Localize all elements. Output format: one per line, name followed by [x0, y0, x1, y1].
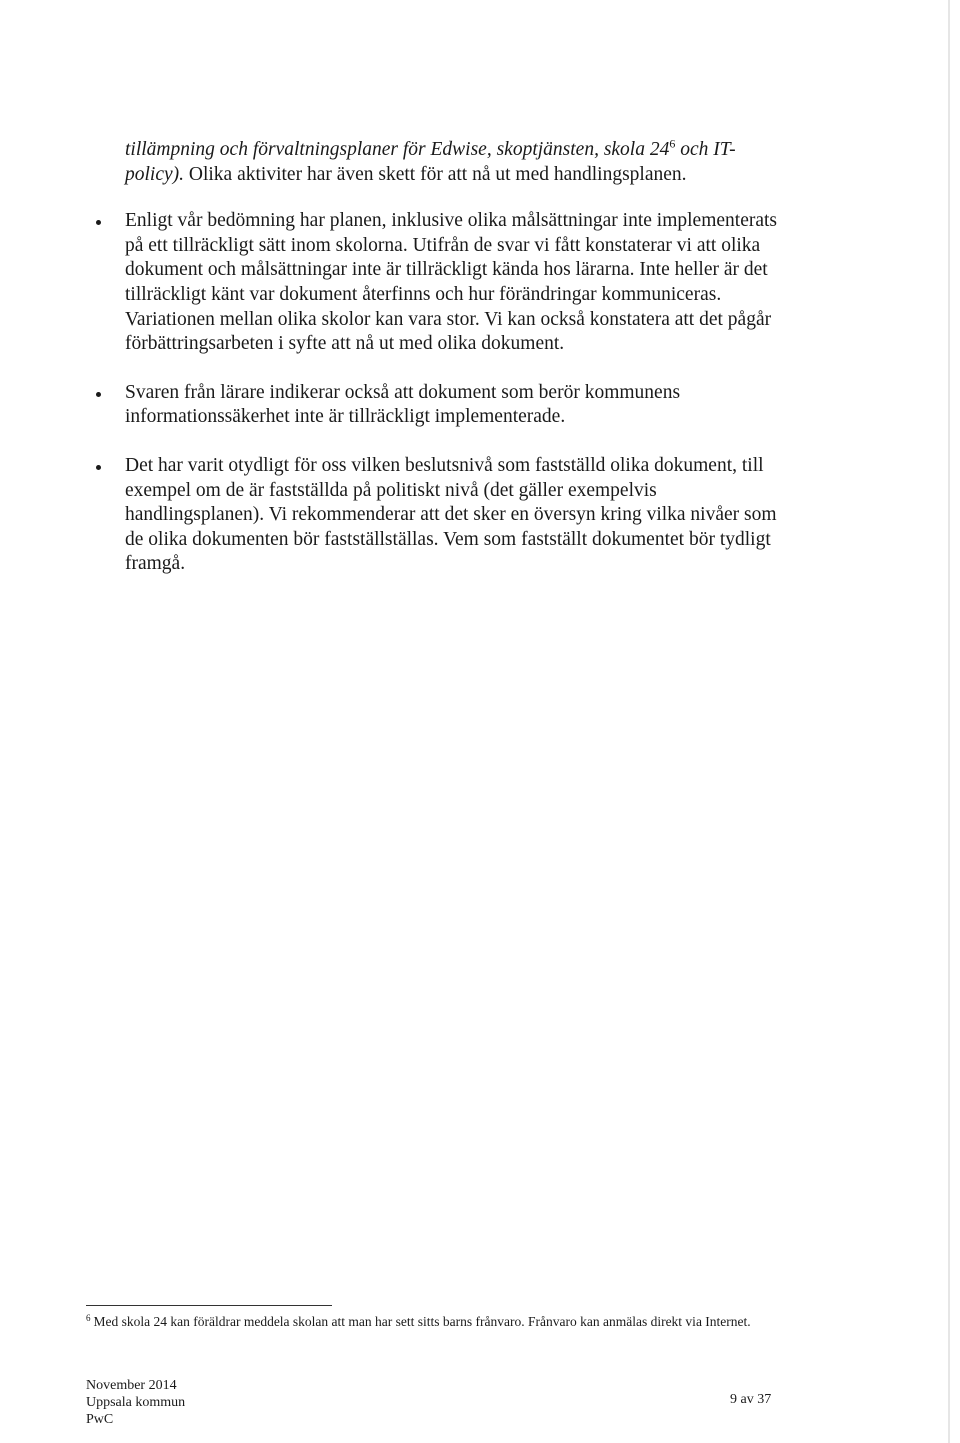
- footnote-divider: [86, 1305, 332, 1306]
- intro-plain-text: Olika aktiviter har även skett för att nå ut med handlingsplanen.: [184, 163, 687, 185]
- bullet-item: [125, 381, 785, 430]
- footer-info: [86, 1377, 185, 1428]
- bullet-item: [125, 209, 785, 357]
- bullet-text: Enligt vår bedömning har planen, inklusive olika målsättningar inte implementerats på ett tillräckligt sätt inom skolorna. Utifrån de svar vi fått konstaterar vi att olika dokument och målsättningar inte är tillräckligt kända hos lärarna. Inte heller är det tillräckligt känt var dokument återfinns och hur förändringar kommuniceras. Variationen mellan olika skolor kan vara stor. Vi kan också konstatera att det pågår förbättringsarbeten i syfte att nå ut med olika dokument.: [125, 210, 778, 355]
- footer-company: PwC: [86, 1412, 114, 1427]
- footnote-text: Med skola 24 kan föräldrar meddela skolan att man har sett sitts barns frånvaro. Frånvaro kan anmälas direkt via Internet.: [93, 1314, 751, 1329]
- footnote-number: 6: [86, 1312, 91, 1323]
- page-total: 37: [757, 1392, 772, 1407]
- footer-municipality: Uppsala kommun: [86, 1395, 186, 1410]
- page-edge: [948, 0, 950, 1443]
- page-current: 9: [730, 1392, 737, 1407]
- footnote-reference: 6: [669, 136, 676, 151]
- footnote: [86, 1312, 786, 1331]
- bullet-icon: [96, 220, 101, 225]
- intro-paragraph: [125, 138, 785, 187]
- footer-date: November 2014: [86, 1378, 177, 1393]
- bullet-list: [125, 209, 785, 577]
- bullet-text: Svaren från lärare indikerar också att dokument som berör kommunens informationssäkerhet inte är tillräckligt implementerade.: [125, 381, 681, 428]
- body-text: [125, 138, 785, 601]
- intro-italic-text: tillämpning och förvaltningsplaner för Edwise, skoptjänsten, skola 24: [125, 139, 670, 160]
- page-of: av: [740, 1392, 754, 1407]
- bullet-item: [125, 454, 785, 577]
- bullet-icon: [96, 465, 101, 470]
- intro-italic-text-2: och IT-policy).: [125, 139, 736, 185]
- bullet-icon: [96, 392, 101, 397]
- bullet-text: Det har varit otydligt för oss vilken beslutsnivå som fastställd olika dokument, till exempel om de är fastställda på politiskt nivå (det gäller exempelvis handlingsplanen). Vi rekommenderar att det sker en översyn kring vilka nivåer som de olika dokumenten bör fastställställas. Vem som fastställt dokumentet bör tydligt framgå.: [125, 454, 777, 575]
- page-number: [730, 1392, 771, 1408]
